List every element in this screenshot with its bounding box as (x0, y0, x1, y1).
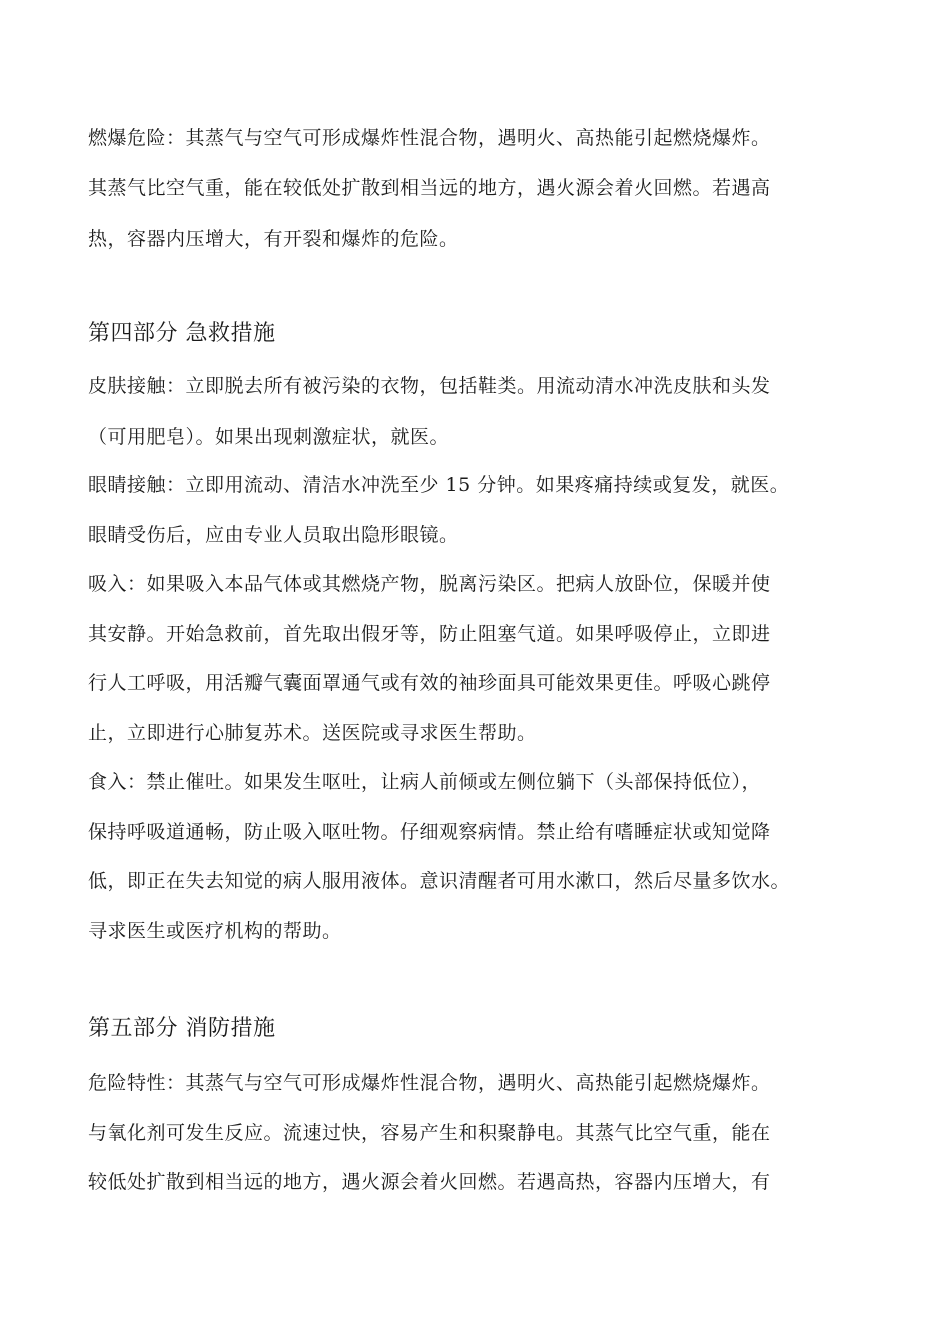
inhalation-line-2: 其安静。开始急救前，首先取出假牙等，防止阻塞气道。如果呼吸停止，立即进 (88, 623, 771, 645)
section-5-heading: 第五部分 消防措施 (88, 1016, 276, 1041)
skin-contact-line-1: 皮肤接触：立即脱去所有被污染的衣物，包括鞋类。用流动清水冲洗皮肤和头发 (88, 375, 771, 397)
explosion-hazard-line-1: 燃爆危险：其蒸气与空气可形成爆炸性混合物，遇明火、高热能引起燃烧爆炸。 (88, 127, 771, 149)
inhalation-line-3: 行人工呼吸，用活瓣气囊面罩通气或有效的袖珍面具可能效果更佳。呼吸心跳停 (88, 672, 771, 694)
eye-contact-line-1: 眼睛接触：立即用流动、清洁水冲洗至少 15 分钟。如果疼痛持续或复发，就医。 (88, 474, 790, 496)
fire-hazard-line-3: 较低处扩散到相当远的地方，遇火源会着火回燃。若遇高热，容器内压增大，有 (88, 1171, 771, 1193)
ingestion-line-3: 低，即正在失去知觉的病人服用液体。意识清醒者可用水漱口，然后尽量多饮水。 (88, 870, 791, 892)
fire-hazard-line-2: 与氧化剂可发生反应。流速过快，容易产生和积聚静电。其蒸气比空气重，能在 (88, 1122, 771, 1144)
explosion-hazard-line-3: 热，容器内压增大，有开裂和爆炸的危险。 (88, 228, 459, 250)
explosion-hazard-line-2: 其蒸气比空气重，能在较低处扩散到相当远的地方，遇火源会着火回燃。若遇高 (88, 177, 771, 199)
fire-hazard-line-1: 危险特性：其蒸气与空气可形成爆炸性混合物，遇明火、高热能引起燃烧爆炸。 (88, 1072, 771, 1094)
ingestion-line-2: 保持呼吸道通畅，防止吸入呕吐物。仔细观察病情。禁止给有嗜睡症状或知觉降 (88, 821, 771, 843)
section-4-heading: 第四部分 急救措施 (88, 321, 276, 346)
inhalation-line-1: 吸入：如果吸入本品气体或其燃烧产物，脱离污染区。把病人放卧位，保暖并使 (88, 573, 771, 595)
ingestion-line-1: 食入：禁止催吐。如果发生呕吐，让病人前倾或左侧位躺下（头部保持低位）， (88, 771, 762, 793)
skin-contact-line-2: （可用肥皂）。如果出现刺激症状，就医。 (88, 426, 450, 448)
ingestion-line-4: 寻求医生或医疗机构的帮助。 (88, 920, 342, 942)
eye-contact-line-2: 眼睛受伤后，应由专业人员取出隐形眼镜。 (88, 524, 459, 546)
inhalation-line-4: 止，立即进行心肺复苏术。送医院或寻求医生帮助。 (88, 722, 537, 744)
